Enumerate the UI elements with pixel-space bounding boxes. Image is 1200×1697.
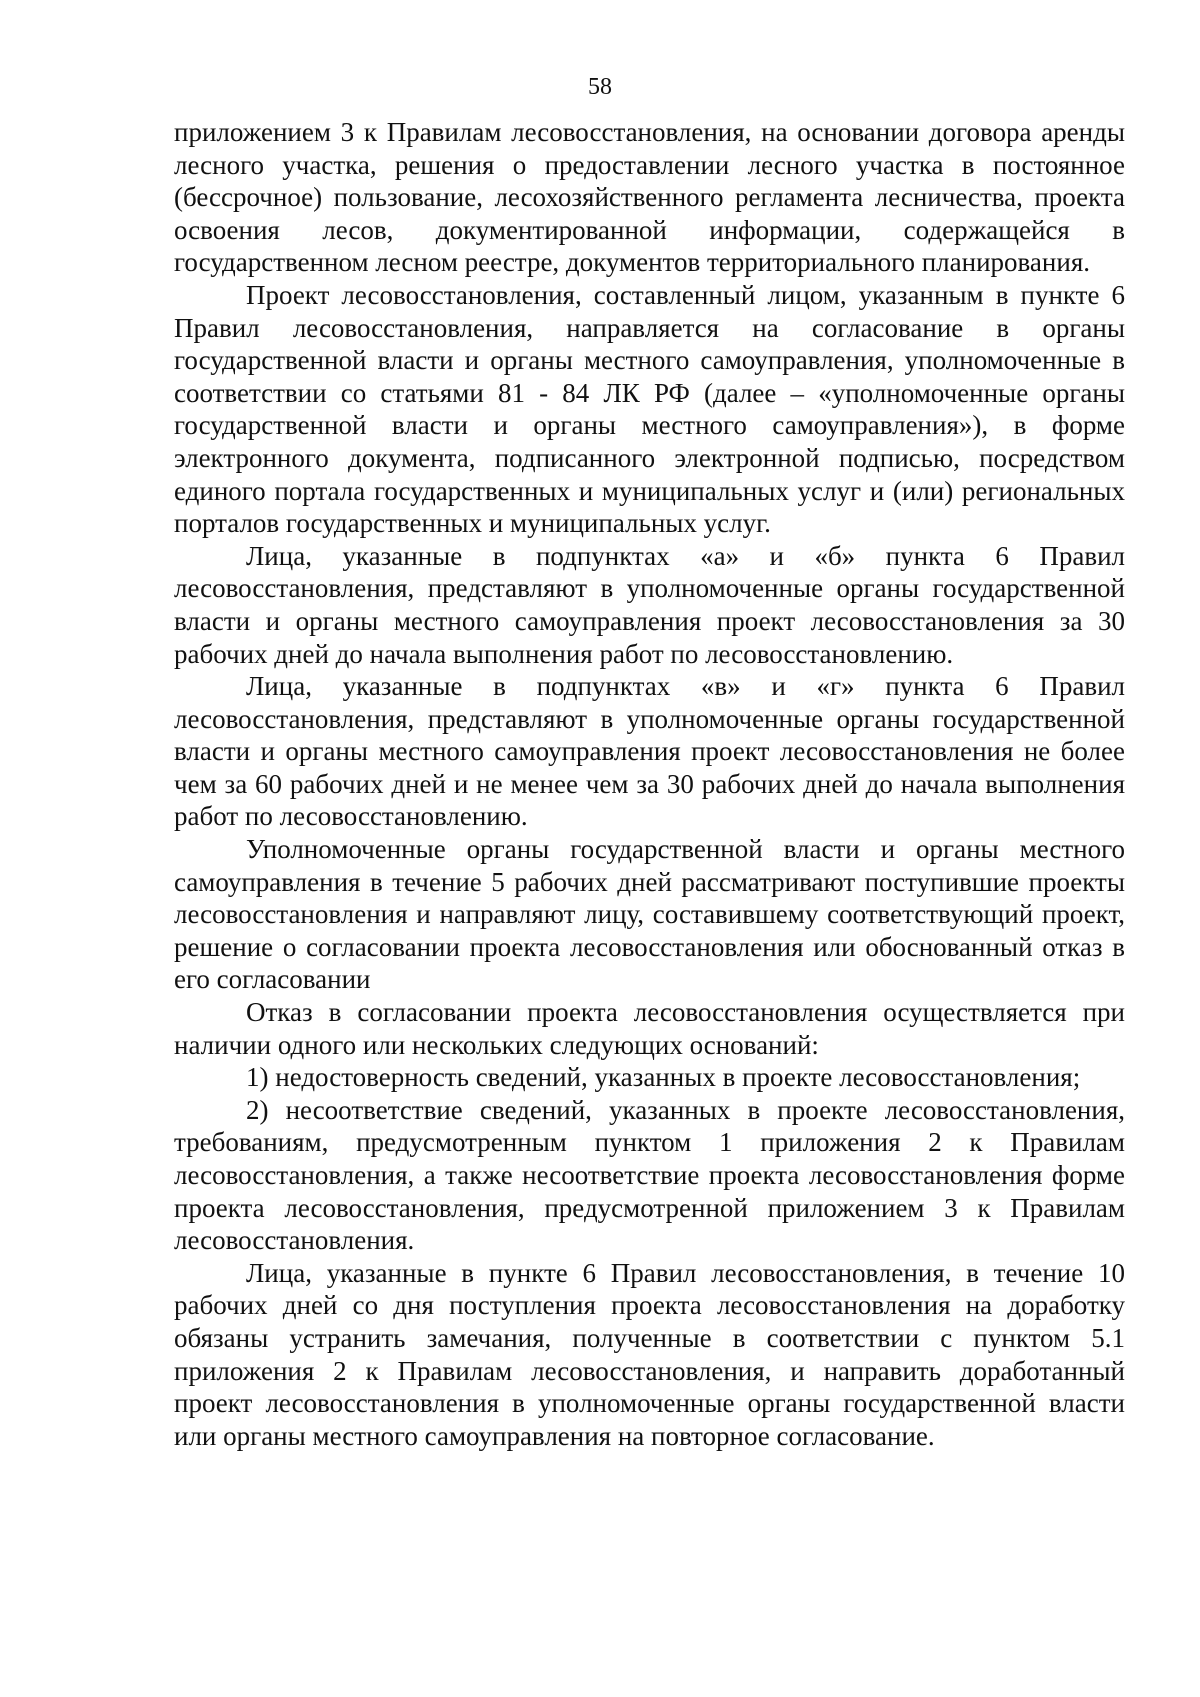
paragraph-project-submission: Проект лесовосстановления, составленный лицом, указанным в пункте 6 Правил лесовосстановления, направляется на согласование в органы государственной власти и органы местного самоуправления, уполномоченные в соответствии со статьями 81 - 84 ЛК РФ (далее – «уполномоченные органы государственной власти и органы местного самоуправления»), в форме электронного документа, подписанного электронной подписью, посредством единого портала государственных и муниципальных услуг и (или) региональных порталов государственных и муниципальных услуг.	[174, 279, 1125, 539]
document-body	[174, 116, 1125, 1452]
paragraph-refusal-grounds: Отказ в согласовании проекта лесовосстановления осуществляется при наличии одного или нескольких следующих оснований:	[174, 997, 1125, 1060]
list-item-2: 2) несоответствие сведений, указанных в проекте лесовосстановления, требованиям, предусмотренным пунктом 1 приложения 2 к Правилам лесовосстановления, а также несоответствие проекта лесовосстановления форме проекта лесовосстановления, предусмотренной приложением 3 к Правилам лесовосстановления.	[174, 1094, 1125, 1256]
page-number: 58	[588, 74, 612, 100]
paragraph-continuation: приложением 3 к Правилам лесовосстановления, на основании договора аренды лесного участка, решения о предоставлении лесного участка в постоянное (бессрочное) пользование, лесохозяйственного регламента лесничества, проекта освоения лесов, документированной информации, содержащейся в государственном лесном реестре, документов территориального планирования.	[174, 117, 1125, 278]
paragraph-persons-a-b: Лица, указанные в подпунктах «а» и «б» пункта 6 Правил лесовосстановления, представляют в уполномоченные органы государственной власти и органы местного самоуправления проект лесовосстановления за 30 рабочих дней до начала выполнения работ по лесовосстановлению.	[174, 540, 1125, 669]
paragraph-revision: Лица, указанные в пункте 6 Правил лесовосстановления, в течение 10 рабочих дней со дня поступления проекта лесовосстановления на доработку обязаны устранить замечания, полученные в соответствии с пунктом 5.1 приложения 2 к Правилам лесовосстановления, и направить доработанный проект лесовосстановления в уполномоченные органы государственной власти или органы местного самоуправления на повторное согласование.	[174, 1257, 1125, 1451]
list-item-1: 1) недостоверность сведений, указанных в проекте лесовосстановления;	[246, 1062, 1081, 1093]
paragraph-review-period: Уполномоченные органы государственной власти и органы местного самоуправления в течение 5 рабочих дней рассматривают поступившие проекты лесовосстановления и направляют лицу, составившему соответствующий проект, решение о согласовании проекта лесовосстановления или обоснованный отказ в его согласовании	[174, 834, 1125, 995]
paragraph-persons-v-g: Лица, указанные в подпунктах «в» и «г» пункта 6 Правил лесовосстановления, представляют в уполномоченные органы государственной власти и органы местного самоуправления проект лесовосстановления не более чем за 60 рабочих дней и не менее чем за 30 рабочих дней до начала выполнения работ по лесовосстановлению.	[174, 671, 1125, 832]
